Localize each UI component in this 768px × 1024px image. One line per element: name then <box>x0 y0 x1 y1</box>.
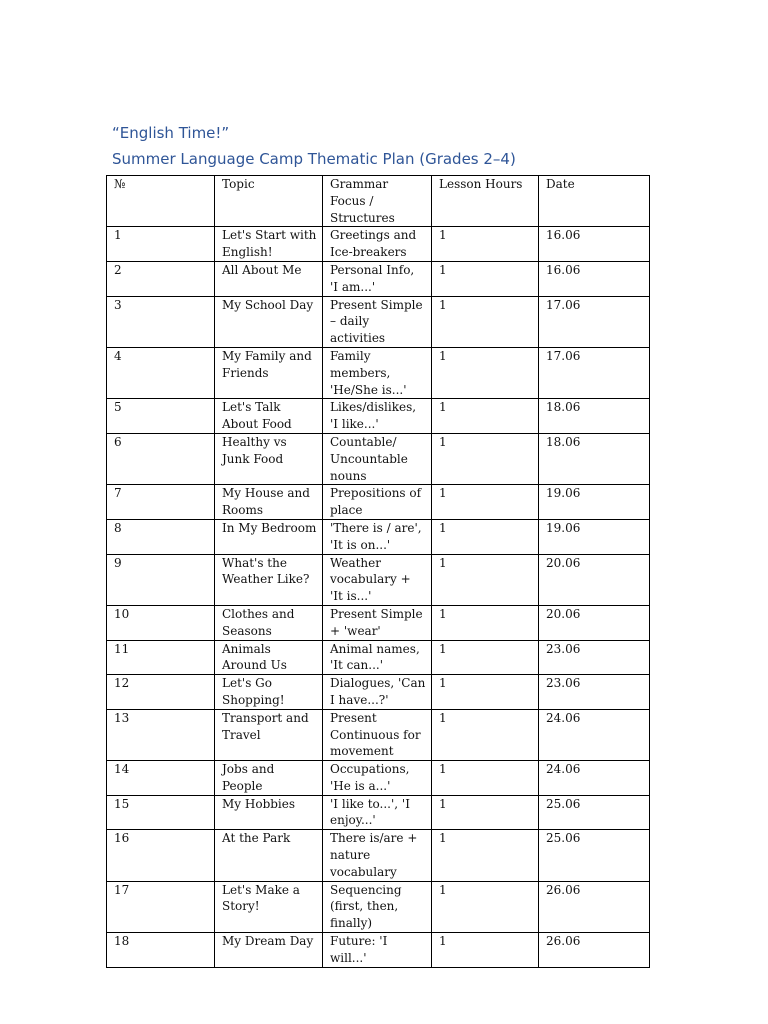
cell-lesson-hours: 1 <box>432 830 539 881</box>
cell-topic: My Hobbies <box>215 795 323 830</box>
cell-number: 16 <box>107 830 215 881</box>
cell-number: 18 <box>107 933 215 968</box>
cell-lesson-hours: 1 <box>432 761 539 796</box>
cell-lesson-hours: 1 <box>432 227 539 262</box>
document-subtitle: Summer Language Camp Thematic Plan (Grades 2–4) <box>112 150 516 168</box>
cell-lesson-hours: 1 <box>432 554 539 605</box>
header-topic: Topic <box>215 176 323 227</box>
cell-topic: My Family and Friends <box>215 347 323 398</box>
cell-grammar-focus: There is/are + nature vocabulary <box>323 830 432 881</box>
table-row <box>107 296 650 347</box>
cell-date: 24.06 <box>539 761 650 796</box>
header-number: № <box>107 176 215 227</box>
document-title: “English Time!” <box>112 124 230 142</box>
cell-grammar-focus: 'I like to...', 'I enjoy...' <box>323 795 432 830</box>
cell-topic: Let's Start with English! <box>215 227 323 262</box>
cell-date: 17.06 <box>539 347 650 398</box>
cell-topic: My School Day <box>215 296 323 347</box>
cell-date: 16.06 <box>539 261 650 296</box>
cell-number: 5 <box>107 399 215 434</box>
table-header-row <box>107 176 650 227</box>
cell-grammar-focus: Prepositions of place <box>323 485 432 520</box>
cell-number: 8 <box>107 519 215 554</box>
cell-topic: At the Park <box>215 830 323 881</box>
cell-topic: All About Me <box>215 261 323 296</box>
cell-lesson-hours: 1 <box>432 933 539 968</box>
table-row <box>107 261 650 296</box>
cell-date: 18.06 <box>539 433 650 484</box>
cell-number: 4 <box>107 347 215 398</box>
table-row <box>107 605 650 640</box>
cell-topic: Animals Around Us <box>215 640 323 675</box>
cell-lesson-hours: 1 <box>432 605 539 640</box>
cell-grammar-focus: Future: 'I will...' <box>323 933 432 968</box>
table-row <box>107 881 650 932</box>
cell-date: 16.06 <box>539 227 650 262</box>
thematic-plan-table <box>106 175 650 968</box>
cell-lesson-hours: 1 <box>432 640 539 675</box>
cell-date: 17.06 <box>539 296 650 347</box>
cell-number: 3 <box>107 296 215 347</box>
cell-lesson-hours: 1 <box>432 519 539 554</box>
cell-lesson-hours: 1 <box>432 795 539 830</box>
table-row <box>107 640 650 675</box>
cell-topic: Jobs and People <box>215 761 323 796</box>
header-lesson-hours: Lesson Hours <box>432 176 539 227</box>
cell-date: 25.06 <box>539 795 650 830</box>
cell-date: 19.06 <box>539 519 650 554</box>
cell-grammar-focus: Family members, 'He/She is...' <box>323 347 432 398</box>
cell-date: 23.06 <box>539 640 650 675</box>
cell-number: 10 <box>107 605 215 640</box>
cell-topic: Clothes and Seasons <box>215 605 323 640</box>
cell-grammar-focus: Present Simple – daily activities <box>323 296 432 347</box>
cell-grammar-focus: Present Continuous for movement <box>323 709 432 760</box>
cell-lesson-hours: 1 <box>432 347 539 398</box>
cell-grammar-focus: Occupations, 'He is a...' <box>323 761 432 796</box>
cell-topic: Let's Make a Story! <box>215 881 323 932</box>
cell-date: 23.06 <box>539 675 650 710</box>
cell-lesson-hours: 1 <box>432 485 539 520</box>
cell-topic: Let's Go Shopping! <box>215 675 323 710</box>
table-row <box>107 830 650 881</box>
cell-number: 15 <box>107 795 215 830</box>
table-row <box>107 795 650 830</box>
cell-grammar-focus: Dialogues, 'Can I have...?' <box>323 675 432 710</box>
table-row <box>107 519 650 554</box>
cell-date: 26.06 <box>539 881 650 932</box>
cell-number: 6 <box>107 433 215 484</box>
table-row <box>107 399 650 434</box>
cell-date: 18.06 <box>539 399 650 434</box>
table-body <box>107 227 650 967</box>
cell-topic: What's the Weather Like? <box>215 554 323 605</box>
table-row <box>107 433 650 484</box>
cell-grammar-focus: Present Simple + 'wear' <box>323 605 432 640</box>
cell-grammar-focus: Sequencing (first, then, finally) <box>323 881 432 932</box>
cell-grammar-focus: Animal names, 'It can...' <box>323 640 432 675</box>
cell-grammar-focus: Greetings and Ice-breakers <box>323 227 432 262</box>
cell-lesson-hours: 1 <box>432 261 539 296</box>
cell-date: 25.06 <box>539 830 650 881</box>
cell-date: 20.06 <box>539 554 650 605</box>
cell-number: 13 <box>107 709 215 760</box>
cell-lesson-hours: 1 <box>432 675 539 710</box>
cell-lesson-hours: 1 <box>432 709 539 760</box>
cell-number: 17 <box>107 881 215 932</box>
table-row <box>107 675 650 710</box>
cell-topic: Let's Talk About Food <box>215 399 323 434</box>
cell-number: 2 <box>107 261 215 296</box>
cell-grammar-focus: Weather vocabulary + 'It is...' <box>323 554 432 605</box>
cell-number: 12 <box>107 675 215 710</box>
cell-number: 7 <box>107 485 215 520</box>
cell-number: 1 <box>107 227 215 262</box>
table-row <box>107 933 650 968</box>
cell-lesson-hours: 1 <box>432 399 539 434</box>
cell-lesson-hours: 1 <box>432 881 539 932</box>
cell-topic: In My Bedroom <box>215 519 323 554</box>
table-row <box>107 485 650 520</box>
header-date: Date <box>539 176 650 227</box>
cell-date: 19.06 <box>539 485 650 520</box>
cell-number: 9 <box>107 554 215 605</box>
cell-date: 26.06 <box>539 933 650 968</box>
table-row <box>107 554 650 605</box>
cell-grammar-focus: Personal Info, 'I am...' <box>323 261 432 296</box>
cell-topic: My Dream Day <box>215 933 323 968</box>
cell-date: 24.06 <box>539 709 650 760</box>
cell-topic: Transport and Travel <box>215 709 323 760</box>
cell-grammar-focus: 'There is / are', 'It is on...' <box>323 519 432 554</box>
cell-grammar-focus: Likes/dislikes, 'I like...' <box>323 399 432 434</box>
table-row <box>107 709 650 760</box>
cell-number: 14 <box>107 761 215 796</box>
cell-grammar-focus: Countable/ Uncountable nouns <box>323 433 432 484</box>
table-row <box>107 227 650 262</box>
cell-topic: Healthy vs Junk Food <box>215 433 323 484</box>
header-grammar-focus: Grammar Focus / Structures <box>323 176 432 227</box>
cell-number: 11 <box>107 640 215 675</box>
cell-date: 20.06 <box>539 605 650 640</box>
table-row <box>107 761 650 796</box>
table-row <box>107 347 650 398</box>
cell-topic: My House and Rooms <box>215 485 323 520</box>
cell-lesson-hours: 1 <box>432 433 539 484</box>
cell-lesson-hours: 1 <box>432 296 539 347</box>
